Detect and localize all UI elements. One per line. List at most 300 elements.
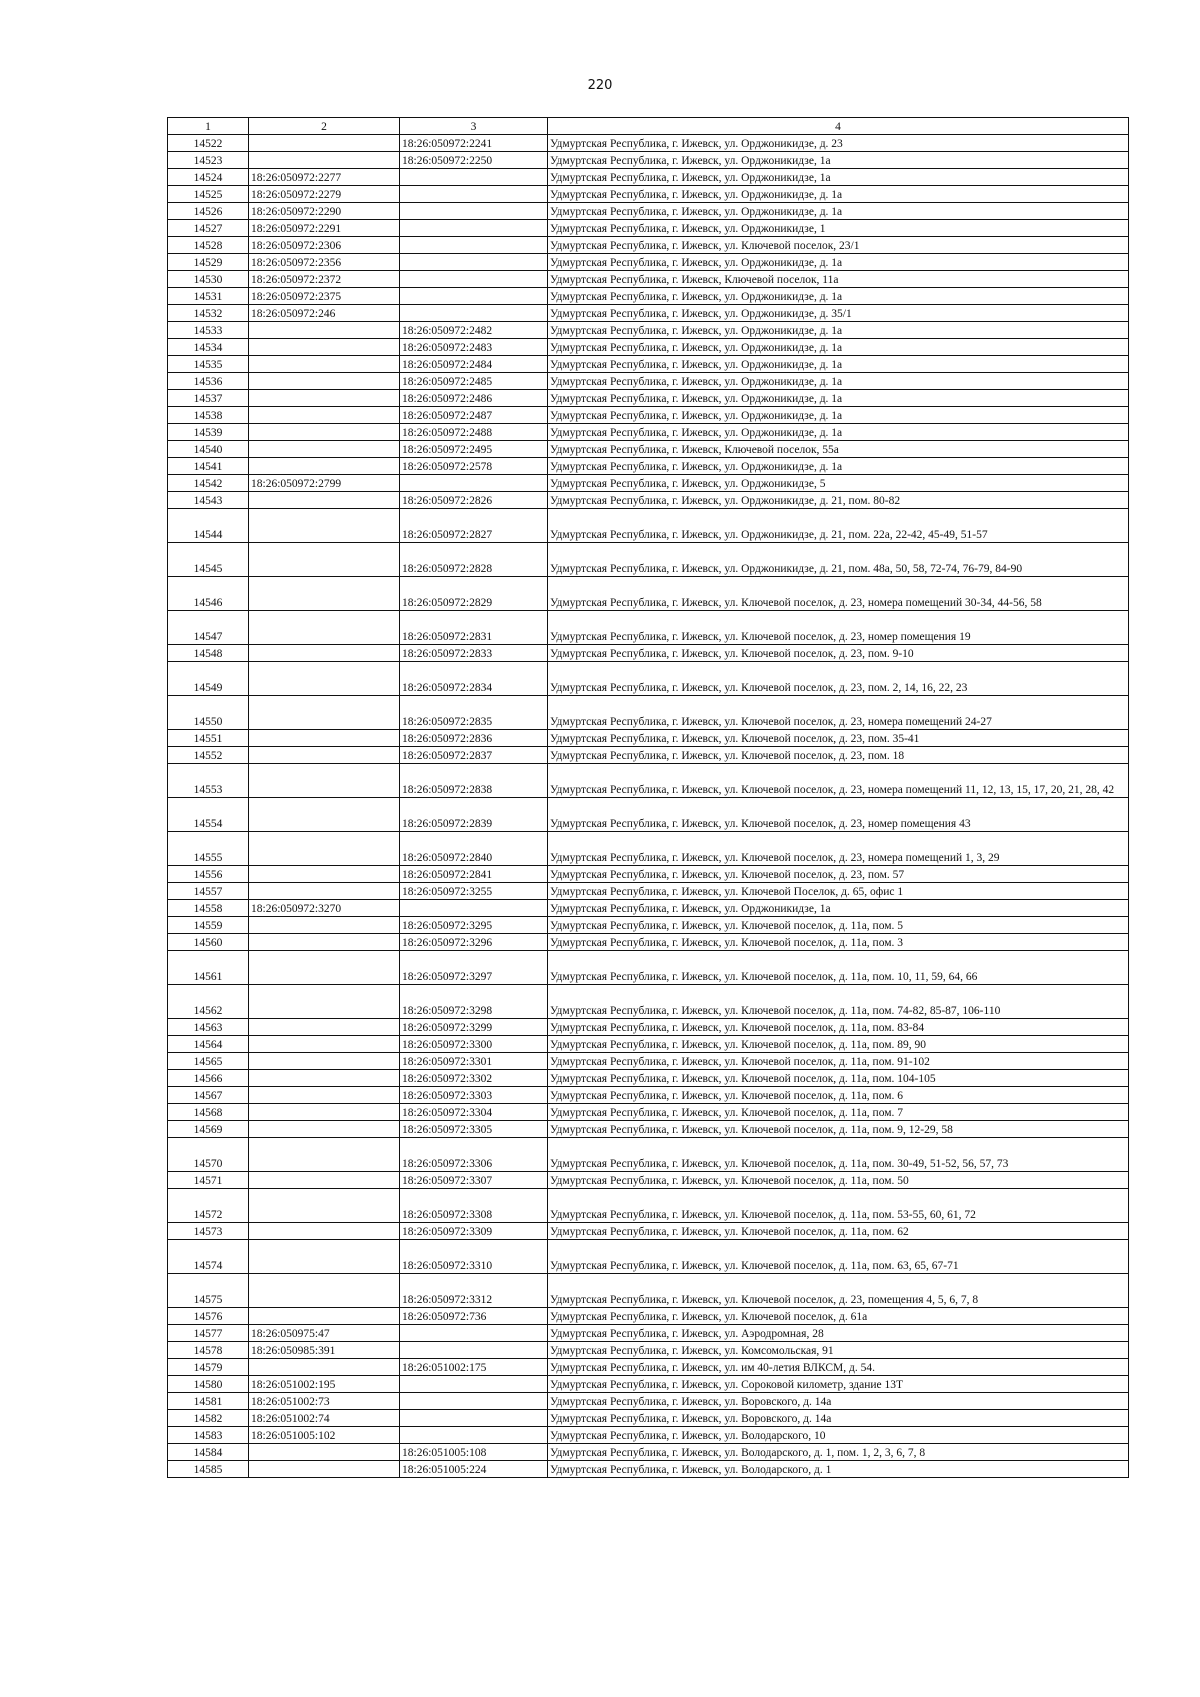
address-cell: Удмуртская Республика, г. Ижевск, ул. Ключевой поселок, д. 23, пом. 57	[548, 866, 1129, 883]
row-number-cell: 14525	[168, 186, 249, 203]
address-cell: Удмуртская Республика, г. Ижевск, ул. Ключевой поселок, д. 11а, пом. 53-55, 60, 61, 72	[548, 1189, 1129, 1223]
row-number-cell: 14552	[168, 747, 249, 764]
address-cell: Удмуртская Республика, г. Ижевск, ул. Орджоникидзе, д. 1а	[548, 373, 1129, 390]
table-row	[168, 730, 1129, 747]
address-cell: Удмуртская Республика, г. Ижевск, ул. Ключевой поселок, д. 23, номер помещения 19	[548, 611, 1129, 645]
object-cadastral-number-cell: 18:26:051005:224	[400, 1461, 548, 1478]
row-number-cell: 14536	[168, 373, 249, 390]
address-cell: Удмуртская Республика, г. Ижевск, ул. Ключевой поселок, д. 23, номер помещения 43	[548, 798, 1129, 832]
row-number-cell: 14580	[168, 1376, 249, 1393]
address-cell: Удмуртская Республика, г. Ижевск, ул. Орджоникидзе, 5	[548, 475, 1129, 492]
cadastral-number-cell	[249, 1240, 400, 1274]
row-number-cell: 14543	[168, 492, 249, 509]
cadastral-number-cell: 18:26:050972:2356	[249, 254, 400, 271]
address-cell: Удмуртская Республика, г. Ижевск, ул. Ключевой поселок, д. 11а, пом. 63, 65, 67-71	[548, 1240, 1129, 1274]
object-cadastral-number-cell: 18:26:050972:2487	[400, 407, 548, 424]
table-row	[168, 645, 1129, 662]
cadastral-number-cell	[249, 339, 400, 356]
page-number: 220	[587, 78, 613, 93]
cadastral-number-cell	[249, 1359, 400, 1376]
object-cadastral-number-cell: 18:26:050972:2831	[400, 611, 548, 645]
object-cadastral-number-cell: 18:26:050972:3303	[400, 1087, 548, 1104]
table-row	[168, 832, 1129, 866]
table-row	[168, 1053, 1129, 1070]
address-cell: Удмуртская Республика, г. Ижевск, ул. Орджоникидзе, д. 1а	[548, 458, 1129, 475]
cadastral-number-cell	[249, 1308, 400, 1325]
address-cell: Удмуртская Республика, г. Ижевск, ул. Орджоникидзе, д. 1а	[548, 356, 1129, 373]
cadastral-number-cell	[249, 1274, 400, 1308]
address-cell: Удмуртская Республика, г. Ижевск, ул. Ключевой поселок, д. 23, пом. 2, 14, 16, 22, 23	[548, 662, 1129, 696]
cadastral-number-cell	[249, 832, 400, 866]
table-row	[168, 339, 1129, 356]
address-cell: Удмуртская Республика, г. Ижевск, ул. Ключевой поселок, д. 23, номера помещений 30-34, 44-56, 58	[548, 577, 1129, 611]
cadastral-number-cell	[249, 509, 400, 543]
object-cadastral-number-cell	[400, 169, 548, 186]
row-number-cell: 14550	[168, 696, 249, 730]
address-cell: Удмуртская Республика, г. Ижевск, ул. Орджоникидзе, д. 1а	[548, 254, 1129, 271]
cadastral-number-cell: 18:26:050985:391	[249, 1342, 400, 1359]
table-row	[168, 917, 1129, 934]
cadastral-number-cell	[249, 662, 400, 696]
row-number-cell: 14526	[168, 203, 249, 220]
object-cadastral-number-cell: 18:26:050972:3255	[400, 883, 548, 900]
cadastral-number-cell: 18:26:051005:102	[249, 1427, 400, 1444]
row-number-cell: 14578	[168, 1342, 249, 1359]
address-cell: Удмуртская Республика, г. Ижевск, ул. Орджоникидзе, д. 1а	[548, 288, 1129, 305]
address-cell: Удмуртская Республика, г. Ижевск, ул. Ключевой поселок, 23/1	[548, 237, 1129, 254]
cadastral-number-cell	[249, 747, 400, 764]
row-number-cell: 14571	[168, 1172, 249, 1189]
row-number-cell: 14522	[168, 135, 249, 152]
object-cadastral-number-cell	[400, 237, 548, 254]
table-row	[168, 288, 1129, 305]
row-number-cell: 14570	[168, 1138, 249, 1172]
object-cadastral-number-cell: 18:26:050972:2828	[400, 543, 548, 577]
address-cell: Удмуртская Республика, г. Ижевск, ул. Ключевой поселок, д. 11а, пом. 3	[548, 934, 1129, 951]
cadastral-number-cell	[249, 135, 400, 152]
address-cell: Удмуртская Республика, г. Ижевск, ул. Ключевой поселок, д. 61а	[548, 1308, 1129, 1325]
cadastral-number-cell: 18:26:050972:2290	[249, 203, 400, 220]
cadastral-number-cell	[249, 611, 400, 645]
cadastral-number-cell: 18:26:050972:2306	[249, 237, 400, 254]
row-number-cell: 14584	[168, 1444, 249, 1461]
table-row	[168, 764, 1129, 798]
cadastral-number-cell	[249, 1087, 400, 1104]
cadastral-number-cell	[249, 798, 400, 832]
cadastral-number-cell	[249, 985, 400, 1019]
cadastral-number-cell	[249, 152, 400, 169]
row-number-cell: 14531	[168, 288, 249, 305]
table-row	[168, 458, 1129, 475]
cadastral-number-cell	[249, 917, 400, 934]
cadastral-number-cell	[249, 441, 400, 458]
row-number-cell: 14544	[168, 509, 249, 543]
address-cell: Удмуртская Республика, г. Ижевск, ул. Орджоникидзе, 1	[548, 220, 1129, 237]
object-cadastral-number-cell: 18:26:050972:2835	[400, 696, 548, 730]
row-number-cell: 14574	[168, 1240, 249, 1274]
address-cell: Удмуртская Республика, г. Ижевск, ул. Воровского, д. 14а	[548, 1410, 1129, 1427]
object-cadastral-number-cell: 18:26:050972:3301	[400, 1053, 548, 1070]
object-cadastral-number-cell	[400, 288, 548, 305]
object-cadastral-number-cell: 18:26:050972:2829	[400, 577, 548, 611]
cadastral-number-cell	[249, 577, 400, 611]
cadastral-number-cell	[249, 1223, 400, 1240]
object-cadastral-number-cell	[400, 1376, 548, 1393]
address-cell: Удмуртская Республика, г. Ижевск, ул. Ключевой поселок, д. 11а, пом. 10, 11, 59, 64, 66	[548, 951, 1129, 985]
row-number-cell: 14541	[168, 458, 249, 475]
cadastral-number-cell: 18:26:051002:73	[249, 1393, 400, 1410]
object-cadastral-number-cell	[400, 1325, 548, 1342]
cadastral-number-cell: 18:26:050972:246	[249, 305, 400, 322]
cadastral-number-cell	[249, 951, 400, 985]
row-number-cell: 14537	[168, 390, 249, 407]
address-cell: Удмуртская Республика, г. Ижевск, ул. Ключевой поселок, д. 11а, пом. 89, 90	[548, 1036, 1129, 1053]
address-cell: Удмуртская Республика, г. Ижевск, ул. Орджоникидзе, д. 1а	[548, 339, 1129, 356]
object-cadastral-number-cell: 18:26:050972:3309	[400, 1223, 548, 1240]
row-number-cell: 14528	[168, 237, 249, 254]
cadastral-number-cell	[249, 407, 400, 424]
object-cadastral-number-cell	[400, 186, 548, 203]
cadastral-number-cell	[249, 866, 400, 883]
address-cell: Удмуртская Республика, г. Ижевск, ул. Ключевой поселок, д. 11а, пом. 30-49, 51-52, 56, 57, 73	[548, 1138, 1129, 1172]
cadastral-number-cell	[249, 1053, 400, 1070]
table-row	[168, 305, 1129, 322]
cadastral-number-cell	[249, 696, 400, 730]
table-row	[168, 407, 1129, 424]
cadastral-number-cell	[249, 390, 400, 407]
object-cadastral-number-cell	[400, 203, 548, 220]
table-row	[168, 883, 1129, 900]
cadastral-number-cell	[249, 730, 400, 747]
table-row	[168, 951, 1129, 985]
row-number-cell: 14551	[168, 730, 249, 747]
address-cell: Удмуртская Республика, г. Ижевск, ул. Орджоникидзе, д. 1а	[548, 186, 1129, 203]
row-number-cell: 14540	[168, 441, 249, 458]
row-number-cell: 14530	[168, 271, 249, 288]
row-number-cell: 14573	[168, 1223, 249, 1240]
table-row	[168, 186, 1129, 203]
cadastral-number-cell: 18:26:050975:47	[249, 1325, 400, 1342]
address-cell: Удмуртская Республика, г. Ижевск, ул. Ключевой поселок, д. 11а, пом. 9, 12-29, 58	[548, 1121, 1129, 1138]
table-row	[168, 322, 1129, 339]
object-cadastral-number-cell: 18:26:050972:3305	[400, 1121, 548, 1138]
table-row	[168, 1070, 1129, 1087]
object-cadastral-number-cell: 18:26:050972:3304	[400, 1104, 548, 1121]
address-cell: Удмуртская Республика, г. Ижевск, ул. Аэродромная, 28	[548, 1325, 1129, 1342]
row-number-cell: 14549	[168, 662, 249, 696]
object-cadastral-number-cell: 18:26:050972:3308	[400, 1189, 548, 1223]
address-cell: Удмуртская Республика, г. Ижевск, Ключевой поселок, 55а	[548, 441, 1129, 458]
table-row	[168, 866, 1129, 883]
object-cadastral-number-cell	[400, 1427, 548, 1444]
object-cadastral-number-cell: 18:26:050972:2836	[400, 730, 548, 747]
row-number-cell: 14532	[168, 305, 249, 322]
object-cadastral-number-cell: 18:26:050972:2826	[400, 492, 548, 509]
table-row	[168, 543, 1129, 577]
object-cadastral-number-cell: 18:26:050972:2827	[400, 509, 548, 543]
address-cell: Удмуртская Республика, г. Ижевск, ул. Ключевой поселок, д. 23, пом. 9-10	[548, 645, 1129, 662]
table-row	[168, 169, 1129, 186]
cadastral-number-cell: 18:26:050972:2279	[249, 186, 400, 203]
cadastral-number-cell: 18:26:050972:3270	[249, 900, 400, 917]
address-cell: Удмуртская Республика, г. Ижевск, ул. Ключевой поселок, д. 11а, пом. 5	[548, 917, 1129, 934]
row-number-cell: 14548	[168, 645, 249, 662]
table-row	[168, 1121, 1129, 1138]
row-number-cell: 14569	[168, 1121, 249, 1138]
row-number-cell: 14538	[168, 407, 249, 424]
row-number-cell: 14572	[168, 1189, 249, 1223]
table-row	[168, 220, 1129, 237]
cadastral-number-cell	[249, 424, 400, 441]
table-row	[168, 1189, 1129, 1223]
table-row	[168, 1444, 1129, 1461]
row-number-cell: 14546	[168, 577, 249, 611]
address-cell: Удмуртская Республика, г. Ижевск, ул. Орджоникидзе, д. 23	[548, 135, 1129, 152]
row-number-cell: 14535	[168, 356, 249, 373]
row-number-cell: 14529	[168, 254, 249, 271]
table-row	[168, 1308, 1129, 1325]
row-number-cell: 14579	[168, 1359, 249, 1376]
table-row	[168, 1240, 1129, 1274]
object-cadastral-number-cell	[400, 1410, 548, 1427]
cadastral-number-cell	[249, 492, 400, 509]
table-row	[168, 1172, 1129, 1189]
table-row	[168, 1461, 1129, 1478]
table-row	[168, 1359, 1129, 1376]
address-cell: Удмуртская Республика, г. Ижевск, ул. Комсомольская, 91	[548, 1342, 1129, 1359]
row-number-cell: 14523	[168, 152, 249, 169]
cadastral-number-cell	[249, 1070, 400, 1087]
address-cell: Удмуртская Республика, г. Ижевск, Ключевой поселок, 11а	[548, 271, 1129, 288]
object-cadastral-number-cell	[400, 254, 548, 271]
object-cadastral-number-cell: 18:26:050972:3296	[400, 934, 548, 951]
object-cadastral-number-cell: 18:26:050972:3306	[400, 1138, 548, 1172]
object-cadastral-number-cell: 18:26:050972:2486	[400, 390, 548, 407]
cadastral-number-cell	[249, 1461, 400, 1478]
table-row	[168, 424, 1129, 441]
object-cadastral-number-cell: 18:26:050972:736	[400, 1308, 548, 1325]
row-number-cell: 14557	[168, 883, 249, 900]
table-row	[168, 662, 1129, 696]
object-cadastral-number-cell	[400, 475, 548, 492]
row-number-cell: 14585	[168, 1461, 249, 1478]
table-header	[168, 118, 1129, 135]
table-row	[168, 237, 1129, 254]
object-cadastral-number-cell: 18:26:050972:2485	[400, 373, 548, 390]
row-number-cell: 14559	[168, 917, 249, 934]
object-cadastral-number-cell: 18:26:050972:3307	[400, 1172, 548, 1189]
cadastral-number-cell	[249, 373, 400, 390]
row-number-cell: 14556	[168, 866, 249, 883]
object-cadastral-number-cell: 18:26:050972:2834	[400, 662, 548, 696]
object-cadastral-number-cell	[400, 305, 548, 322]
cadastral-number-cell	[249, 356, 400, 373]
table-row	[168, 1393, 1129, 1410]
address-cell: Удмуртская Республика, г. Ижевск, ул. Ключевой поселок, д. 23, номера помещений 11, 12, 13, 15, 17, 20, 21, 28, 42	[548, 764, 1129, 798]
object-cadastral-number-cell: 18:26:050972:2839	[400, 798, 548, 832]
address-cell: Удмуртская Республика, г. Ижевск, ул. Ключевой поселок, д. 11а, пом. 62	[548, 1223, 1129, 1240]
column-header-2: 2	[249, 118, 400, 135]
address-cell: Удмуртская Республика, г. Ижевск, ул. Орджоникидзе, д. 1а	[548, 390, 1129, 407]
object-cadastral-number-cell	[400, 220, 548, 237]
row-number-cell: 14527	[168, 220, 249, 237]
address-cell: Удмуртская Республика, г. Ижевск, ул. Орджоникидзе, д. 21, пом. 80-82	[548, 492, 1129, 509]
row-number-cell: 14568	[168, 1104, 249, 1121]
cadastral-number-cell	[249, 543, 400, 577]
address-cell: Удмуртская Республика, г. Ижевск, ул. Ключевой поселок, д. 11а, пом. 91-102	[548, 1053, 1129, 1070]
row-number-cell: 14566	[168, 1070, 249, 1087]
address-cell: Удмуртская Республика, г. Ижевск, ул. Володарского, д. 1, пом. 1, 2, 3, 6, 7, 8	[548, 1444, 1129, 1461]
address-cell: Удмуртская Республика, г. Ижевск, ул. Ключевой поселок, д. 11а, пом. 74-82, 85-87, 106-110	[548, 985, 1129, 1019]
object-cadastral-number-cell: 18:26:050972:2484	[400, 356, 548, 373]
object-cadastral-number-cell	[400, 271, 548, 288]
address-cell: Удмуртская Республика, г. Ижевск, ул. Орджоникидзе, д. 21, пом. 48а, 50, 58, 72-74, 76-79, 84-90	[548, 543, 1129, 577]
row-number-cell: 14581	[168, 1393, 249, 1410]
object-cadastral-number-cell: 18:26:050972:3299	[400, 1019, 548, 1036]
cadastral-number-cell	[249, 764, 400, 798]
object-cadastral-number-cell: 18:26:050972:3310	[400, 1240, 548, 1274]
address-cell: Удмуртская Республика, г. Ижевск, ул. Ключевой поселок, д. 11а, пом. 50	[548, 1172, 1129, 1189]
cadastral-number-cell: 18:26:050972:2277	[249, 169, 400, 186]
address-cell: Удмуртская Республика, г. Ижевск, ул. Ключевой поселок, д. 23, номера помещений 24-27	[548, 696, 1129, 730]
table-row	[168, 696, 1129, 730]
table-row	[168, 985, 1129, 1019]
address-cell: Удмуртская Республика, г. Ижевск, ул. Орджоникидзе, д. 1а	[548, 322, 1129, 339]
object-cadastral-number-cell: 18:26:050972:3298	[400, 985, 548, 1019]
table-row	[168, 577, 1129, 611]
address-cell: Удмуртская Республика, г. Ижевск, ул. им 40-летия ВЛКСМ, д. 54.	[548, 1359, 1129, 1376]
row-number-cell: 14561	[168, 951, 249, 985]
table-row	[168, 934, 1129, 951]
object-cadastral-number-cell: 18:26:050972:2837	[400, 747, 548, 764]
table-row	[168, 1036, 1129, 1053]
column-header-1: 1	[168, 118, 249, 135]
column-header-4: 4	[548, 118, 1129, 135]
address-cell: Удмуртская Республика, г. Ижевск, ул. Орджоникидзе, д. 21, пом. 22а, 22-42, 45-49, 51-57	[548, 509, 1129, 543]
table-row	[168, 1376, 1129, 1393]
row-number-cell: 14558	[168, 900, 249, 917]
table-row	[168, 152, 1129, 169]
table-row	[168, 390, 1129, 407]
cadastral-number-cell	[249, 1172, 400, 1189]
address-cell: Удмуртская Республика, г. Ижевск, ул. Орджоникидзе, д. 1а	[548, 424, 1129, 441]
row-number-cell: 14560	[168, 934, 249, 951]
cadastral-number-cell: 18:26:050972:2291	[249, 220, 400, 237]
row-number-cell: 14554	[168, 798, 249, 832]
cadastral-number-cell	[249, 458, 400, 475]
table-row	[168, 900, 1129, 917]
address-cell: Удмуртская Республика, г. Ижевск, ул. Ключевой поселок, д. 23, пом. 18	[548, 747, 1129, 764]
table-row	[168, 135, 1129, 152]
object-cadastral-number-cell: 18:26:050972:2488	[400, 424, 548, 441]
object-cadastral-number-cell	[400, 900, 548, 917]
address-cell: Удмуртская Республика, г. Ижевск, ул. Ключевой поселок, д. 11а, пом. 7	[548, 1104, 1129, 1121]
address-cell: Удмуртская Республика, г. Ижевск, ул. Орджоникидзе, д. 35/1	[548, 305, 1129, 322]
cadastral-number-cell	[249, 645, 400, 662]
table-row	[168, 747, 1129, 764]
address-cell: Удмуртская Республика, г. Ижевск, ул. Орджоникидзе, 1а	[548, 900, 1129, 917]
object-cadastral-number-cell: 18:26:050972:2495	[400, 441, 548, 458]
row-number-cell: 14577	[168, 1325, 249, 1342]
table-row	[168, 509, 1129, 543]
object-cadastral-number-cell: 18:26:050972:3300	[400, 1036, 548, 1053]
cadastral-number-cell	[249, 883, 400, 900]
cadastral-number-cell: 18:26:050972:2799	[249, 475, 400, 492]
row-number-cell: 14553	[168, 764, 249, 798]
table-row	[168, 271, 1129, 288]
table-row	[168, 1104, 1129, 1121]
cadastral-number-cell	[249, 1019, 400, 1036]
object-cadastral-number-cell: 18:26:050972:3295	[400, 917, 548, 934]
row-number-cell: 14583	[168, 1427, 249, 1444]
object-cadastral-number-cell: 18:26:050972:2840	[400, 832, 548, 866]
cadastral-number-cell	[249, 934, 400, 951]
row-number-cell: 14539	[168, 424, 249, 441]
object-cadastral-number-cell: 18:26:050972:3312	[400, 1274, 548, 1308]
table-row	[168, 1019, 1129, 1036]
address-cell: Удмуртская Республика, г. Ижевск, ул. Орджоникидзе, д. 1а	[548, 407, 1129, 424]
cadastral-number-cell: 18:26:050972:2375	[249, 288, 400, 305]
table-row	[168, 373, 1129, 390]
address-cell: Удмуртская Республика, г. Ижевск, ул. Сороковой километр, здание 13Т	[548, 1376, 1129, 1393]
row-number-cell: 14565	[168, 1053, 249, 1070]
table-row	[168, 492, 1129, 509]
object-cadastral-number-cell: 18:26:050972:2483	[400, 339, 548, 356]
row-number-cell: 14524	[168, 169, 249, 186]
cadastral-number-cell: 18:26:051002:74	[249, 1410, 400, 1427]
table-row	[168, 798, 1129, 832]
table-row	[168, 203, 1129, 220]
cadastral-number-cell	[249, 1121, 400, 1138]
row-number-cell: 14563	[168, 1019, 249, 1036]
row-number-cell: 14575	[168, 1274, 249, 1308]
column-header-3: 3	[400, 118, 548, 135]
row-number-cell: 14555	[168, 832, 249, 866]
table-row	[168, 1223, 1129, 1240]
object-cadastral-number-cell: 18:26:050972:2578	[400, 458, 548, 475]
row-number-cell: 14533	[168, 322, 249, 339]
address-cell: Удмуртская Республика, г. Ижевск, ул. Ключевой поселок, д. 23, помещения 4, 5, 6, 7, 8	[548, 1274, 1129, 1308]
table-row	[168, 356, 1129, 373]
address-cell: Удмуртская Республика, г. Ижевск, ул. Володарского, д. 1	[548, 1461, 1129, 1478]
address-cell: Удмуртская Республика, г. Ижевск, ул. Орджоникидзе, д. 1а	[548, 203, 1129, 220]
address-cell: Удмуртская Республика, г. Ижевск, ул. Орджоникидзе, 1а	[548, 152, 1129, 169]
table-row	[168, 1087, 1129, 1104]
address-cell: Удмуртская Республика, г. Ижевск, ул. Ключевой поселок, д. 23, пом. 35-41	[548, 730, 1129, 747]
object-cadastral-number-cell: 18:26:050972:2482	[400, 322, 548, 339]
row-number-cell: 14564	[168, 1036, 249, 1053]
address-cell: Удмуртская Республика, г. Ижевск, ул. Орджоникидзе, 1а	[548, 169, 1129, 186]
object-cadastral-number-cell: 18:26:050972:2841	[400, 866, 548, 883]
table-row	[168, 475, 1129, 492]
row-number-cell: 14545	[168, 543, 249, 577]
row-number-cell: 14547	[168, 611, 249, 645]
row-number-cell: 14542	[168, 475, 249, 492]
object-cadastral-number-cell: 18:26:050972:3297	[400, 951, 548, 985]
table-row	[168, 441, 1129, 458]
header-row	[168, 118, 1129, 135]
cadastral-number-cell	[249, 1036, 400, 1053]
address-cell: Удмуртская Республика, г. Ижевск, ул. Ключевой поселок, д. 11а, пом. 6	[548, 1087, 1129, 1104]
table-row	[168, 1325, 1129, 1342]
object-cadastral-number-cell	[400, 1342, 548, 1359]
cadastral-number-cell: 18:26:051002:195	[249, 1376, 400, 1393]
table-row	[168, 1410, 1129, 1427]
table-row	[168, 254, 1129, 271]
object-cadastral-number-cell: 18:26:050972:2250	[400, 152, 548, 169]
row-number-cell: 14562	[168, 985, 249, 1019]
cadastral-number-cell	[249, 1138, 400, 1172]
